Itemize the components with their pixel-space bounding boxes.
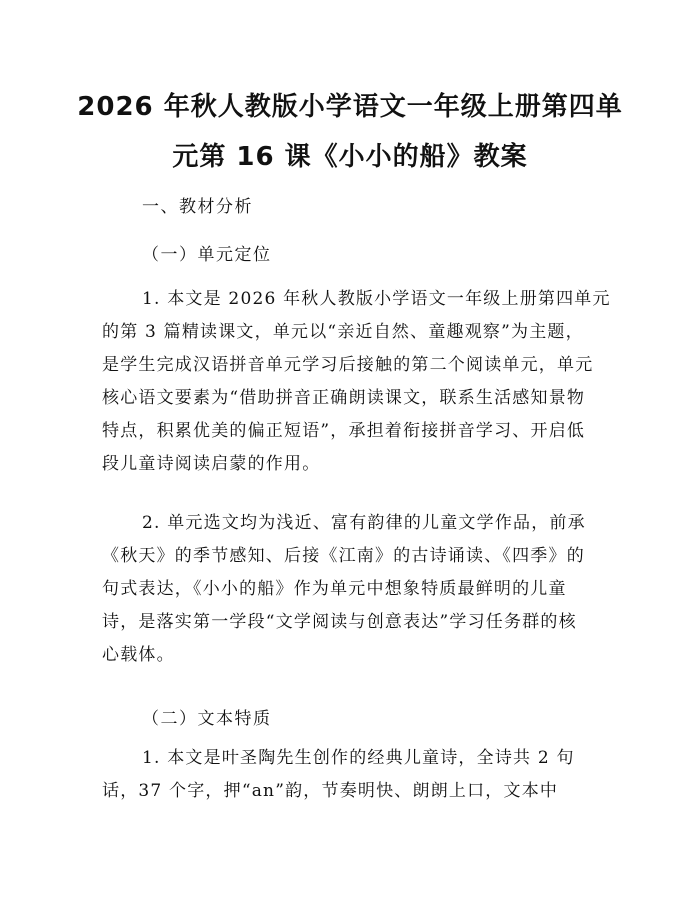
paragraph-line: 特点，积累优美的偏正短语”，承担着衔接拼音学习、开启低	[102, 421, 586, 441]
paragraph-line: 《秋天》的季节感知、后接《江南》的古诗诵读、《四季》的	[102, 546, 585, 566]
paragraph-line: 的第 3 篇精读课文，单元以“亲近自然、童趣观察”为主题，	[102, 322, 584, 342]
paragraph-line: 诗，是落实第一学段“文学阅读与创意表达”学习任务群的核	[102, 612, 577, 632]
section-heading-textbook-analysis: 一、教材分析	[142, 197, 253, 217]
document-title-line-1: 2026 年秋人教版小学语文一年级上册第四单	[77, 92, 623, 122]
document-title-line-2: 元第 16 课《小小的船》教案	[172, 142, 528, 172]
paragraph-line: 2. 单元选文均为浅近、富有韵律的儿童文学作品，前承	[142, 513, 586, 533]
paragraph-2	[102, 507, 612, 672]
subsection-heading-unit-positioning: （一）单元定位	[142, 245, 272, 265]
paragraph-line: 1. 本文是叶圣陶先生创作的经典儿童诗，全诗共 2 句	[142, 748, 575, 768]
paragraph-1	[102, 283, 612, 481]
paragraph-line: 心载体。	[102, 645, 175, 665]
paragraph-line: 1. 本文是 2026 年秋人教版小学语文一年级上册第四单元	[142, 289, 611, 309]
paragraph-line: 句式表达，《小小的船》作为单元中想象特质最鲜明的儿童	[102, 579, 567, 599]
paragraph-3	[102, 742, 612, 808]
paragraph-line: 是学生完成汉语拼音单元学习后接触的第二个阅读单元，单元	[102, 355, 594, 375]
paragraph-line: 核心语文要素为“借助拼音正确朗读课文，联系生活感知景物	[102, 388, 586, 408]
paragraph-line: 话，37 个字，押“an”韵，节奏明快、朗朗上口，文本中	[102, 781, 559, 801]
subsection-heading-text-features: （二）文本特质	[142, 709, 272, 729]
paragraph-line: 段儿童诗阅读启蒙的作用。	[102, 454, 321, 474]
